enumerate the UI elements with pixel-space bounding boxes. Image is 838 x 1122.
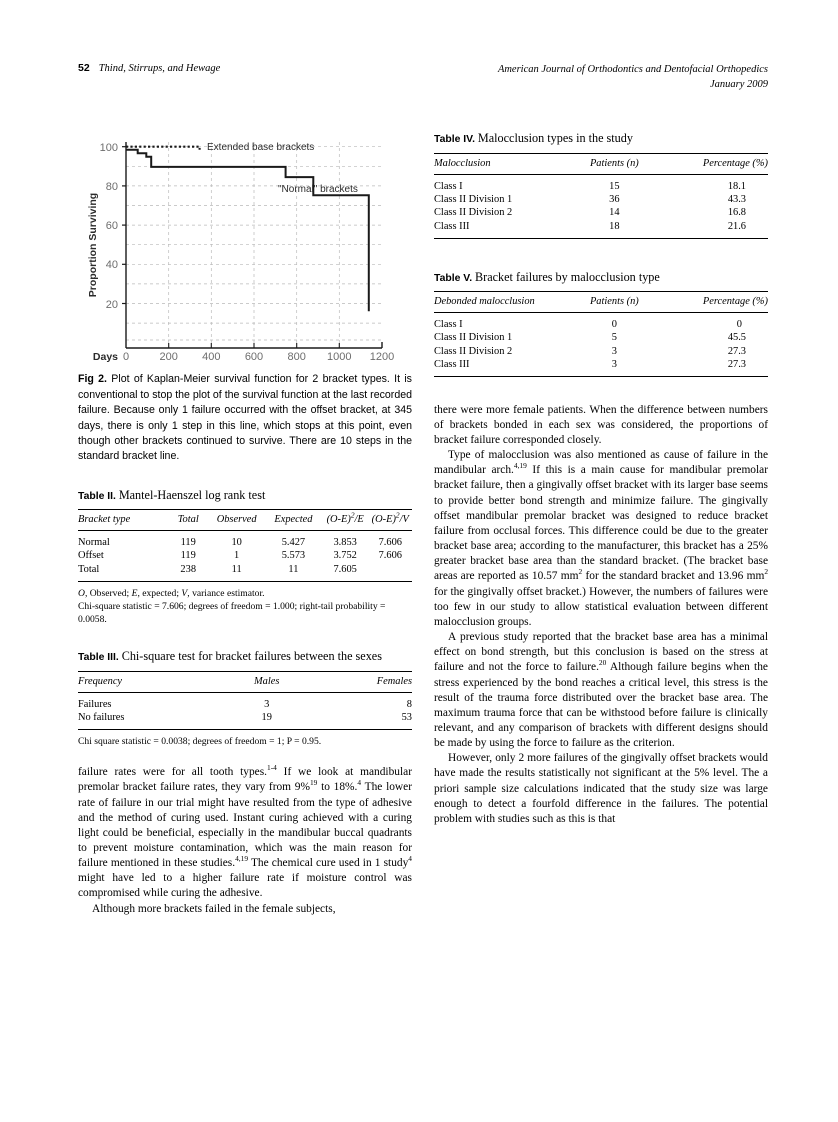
- table-2-r2-c2: 11: [231, 563, 242, 575]
- table-5-title-text: Bracket failures by malocclusion type: [475, 269, 660, 284]
- table-4-r3-c0: Class III: [434, 220, 470, 232]
- abbr-o: O: [78, 587, 85, 599]
- y-tick-60: 60: [105, 220, 118, 233]
- right-column: [434, 130, 768, 916]
- table-3-r0-c2: 8: [406, 698, 412, 710]
- table-4-r2-c1: 14: [609, 207, 620, 219]
- citation-ref: 4: [408, 854, 412, 864]
- table-4-r0-c2: 18.1: [727, 181, 746, 192]
- table-2-col-5: $(O-E)^2/V$: [369, 510, 412, 531]
- table-2-body: [78, 531, 412, 581]
- table-2-note-line2: Chi-square statistic = 7.606; degrees of freedom = 1.000; right-tail probability = 0.0058.: [78, 600, 386, 625]
- figure-2: [78, 130, 412, 464]
- x-tick-800: 800: [287, 351, 306, 363]
- rp3-f1: A previous study reported that the bracket base area has a minimal effect on bond strength, but this conclusion is based on the stress at failure and not the force to failure.: [434, 631, 768, 674]
- table-5-r2-c0: Class II Division 2: [434, 345, 513, 357]
- running-head-left: [78, 62, 220, 74]
- table-3-r0-c0: Failures: [78, 698, 112, 710]
- table-3-r1-c0: No failures: [78, 711, 125, 723]
- lp1-f2: If we look at mandibular premolar bracket failure rates, they vary from 9%: [78, 766, 412, 794]
- table-3-title-text: Chi-square test for bracket failures between the sexes: [121, 649, 382, 664]
- kaplan-meier-chart: [82, 130, 402, 362]
- table-2-r1-c2: 1: [234, 550, 240, 562]
- table-2-r2-c5: [369, 562, 412, 581]
- table-4-col-0: Malocclusion: [434, 154, 561, 175]
- series-label-normal: "Normal" brackets: [278, 184, 358, 196]
- right-paragraph-4: However, only 2 more failures of the gingivally offset brackets would have made the results statistically not significant at the 5% level. The a priori sample size calculations indicated that the study size was large enough to detect a fourfold difference in the failures. The potential problem with studies such as this is that: [434, 752, 768, 825]
- issue-date: January 2009: [709, 79, 768, 91]
- right-body-text: [434, 403, 768, 827]
- table-5-r2-c2: 27.3: [727, 345, 746, 357]
- note-frag-3: , variance estimator.: [187, 587, 265, 599]
- table-5-r0-c2: 0: [736, 319, 742, 331]
- table-5-r1-c1: 5: [611, 332, 617, 344]
- abbr-e: E: [131, 587, 138, 599]
- table-3-body: [78, 692, 412, 729]
- table-5-r0-c1: 0: [611, 319, 617, 331]
- table-2-r1-c1: 119: [180, 550, 196, 562]
- y-tick-80: 80: [105, 181, 118, 194]
- left-column: [78, 130, 412, 916]
- unit-exponent: 2: [764, 567, 769, 577]
- table-5-head: [434, 292, 768, 313]
- table-4-number: Table IV.: [434, 134, 476, 146]
- page-number: 52: [78, 62, 90, 74]
- table-row: [78, 711, 412, 730]
- running-head-right: [498, 62, 768, 92]
- table-row: [78, 549, 412, 562]
- table-3-header-row: [78, 671, 412, 692]
- table-2-r2-c1: 238: [180, 563, 197, 575]
- table-5-number: Table V.: [434, 272, 473, 284]
- citation-ref: 4,19: [513, 461, 527, 471]
- lp1-f1: failure rates were for all tooth types.: [78, 766, 268, 779]
- table-3-head: [78, 671, 412, 692]
- table-5-body: [434, 313, 768, 377]
- table-row: [434, 344, 768, 357]
- table-2-r2-c4: 7.605: [333, 563, 357, 575]
- table-row: [434, 193, 768, 206]
- lp1-f3: to 18%.: [317, 781, 358, 794]
- table-4-header-row: [434, 154, 768, 175]
- table-row: [434, 219, 768, 238]
- table-3-col-2: Females: [322, 671, 412, 692]
- table-2-r1-c3: 5.573: [281, 550, 306, 562]
- y-axis-label: Proportion Surviving: [87, 193, 99, 298]
- table-row: [434, 358, 768, 377]
- table-row: [78, 692, 412, 711]
- table-5-col-2: Percentage (%): [668, 292, 768, 313]
- right-paragraph-2: [434, 448, 768, 630]
- right-paragraph-3: [434, 630, 768, 751]
- left-body-text: [78, 765, 412, 917]
- table-4-title: [434, 130, 768, 148]
- table-4-r0-c1: 15: [609, 181, 620, 192]
- table-4-col-2: Percentage (%): [668, 154, 768, 175]
- table-3-block: [78, 648, 412, 748]
- abbr-v: V: [181, 587, 188, 599]
- table-5-col-0: Debonded malocclusion: [434, 292, 561, 313]
- lp1-f5: The chemical cure used in 1 study: [248, 857, 409, 870]
- table-2-r0-c4: 3.853: [333, 537, 357, 549]
- table-2-note-line1: [78, 587, 412, 600]
- table-2-r0-c1: 119: [180, 537, 196, 549]
- right-paragraph-1: there were more female patients. When the difference between numbers of brackets bonded in each sex was considered, the proportions of bracket failure corresponded closely.: [434, 403, 768, 446]
- citation-ref: 20: [598, 658, 607, 668]
- note-frag-1: , Observed;: [84, 587, 132, 599]
- table-3-col-0: Frequency: [78, 671, 212, 692]
- table-2-number: Table II.: [78, 490, 116, 502]
- x-tick-600: 600: [244, 351, 264, 363]
- table-3-number: Table III.: [78, 652, 119, 664]
- table-3-title: [78, 648, 412, 666]
- lp1-f4: The lower rate of failure in our trial might have resulted from the type of adhesive and the method of curing used. Instant curing achieved with a curing light could be beneficial, especially in the mandibular buccal quadrants to prevent moisture contamination, which was the main reason for failure mentioned in these studies.: [78, 781, 412, 870]
- y-tick-40: 40: [105, 259, 118, 272]
- table-5-block: [434, 269, 768, 377]
- table-4-r1-c2: 43.3: [727, 194, 746, 206]
- left-paragraph-2: Although more brackets failed in the female subjects,: [92, 902, 336, 915]
- table-2-r0-c2: 10: [231, 537, 242, 549]
- citation-ref: 4: [357, 778, 362, 788]
- table-2-r1-c0: Offset: [78, 550, 104, 562]
- table-4-r1-c0: Class II Division 1: [434, 194, 513, 206]
- left-paragraph-1: [78, 765, 412, 901]
- table-2-r2-c0: Total: [78, 563, 100, 575]
- rp2-f4: for the gingivally offset bracket.) However, the numbers of failures were too few in our study to allow statistical evaluation between different malocclusion groups.: [434, 585, 768, 628]
- table-2-r0-c5: 7.606: [378, 537, 402, 549]
- table-3-note: Chi square statistic = 0.0038; degrees of freedom = 1; P = 0.95.: [78, 735, 322, 747]
- table-4-r2-c0: Class II Division 2: [434, 207, 513, 219]
- x-axis-label: Days: [92, 351, 118, 363]
- table-4-r0-c0: Class I: [434, 181, 463, 192]
- table-2-col-4: $(O-E)^2/E$: [322, 510, 369, 531]
- y-tick-100: 100: [99, 142, 118, 155]
- table-2: [78, 509, 412, 581]
- table-row: [78, 531, 412, 550]
- lp1-f6: might have led to a higher failure rate if moisture control was compromised while curing the adhesive.: [78, 872, 412, 900]
- table-row: [434, 313, 768, 332]
- table-5-col-1: Patients (n): [561, 292, 668, 313]
- table-5-r1-c0: Class II Division 1: [434, 332, 513, 344]
- table-2-r2-c3: 11: [288, 563, 299, 575]
- rp2-f1: Type of malocclusion was also mentioned as cause of failure in the mandibular arch.: [434, 449, 768, 477]
- table-2-col-1: Total: [168, 510, 208, 531]
- table-2-header-row: [78, 510, 412, 531]
- figure-caption-text: Plot of Kaplan-Meier survival function for 2 bracket types. It is conventional to stop the plot of the survival function at the last recorded failure. Because only 1 failure occurred with the offset bracket, at 345 days, there is only 1 step in this line, which stops at this point, even though other brackets continued to survive. There are 10 steps in the standard bracket line.: [78, 373, 412, 463]
- series-label-extended-base: Extended base brackets: [207, 142, 315, 154]
- table-row: [434, 175, 768, 194]
- table-5-r3-c1: 3: [611, 358, 617, 370]
- x-tick-400: 400: [202, 351, 221, 363]
- y-tick-20: 20: [105, 299, 118, 312]
- x-tick-1200: 1200: [369, 351, 395, 363]
- table-2-title-text: Mantel-Haenszel log rank test: [118, 487, 266, 502]
- table-2-r1-c4: 3.752: [333, 550, 357, 562]
- table-row: [434, 206, 768, 219]
- table-2-head: [78, 510, 412, 531]
- two-column-layout: [78, 130, 768, 916]
- table-row: [78, 562, 412, 581]
- figure-number: Fig 2.: [78, 373, 107, 386]
- table-4-title-text: Malocclusion types in the study: [477, 131, 633, 146]
- table-4-block: [434, 130, 768, 238]
- table-2-note: [78, 587, 412, 627]
- unit-exponent: 2: [578, 567, 583, 577]
- table-5: [434, 291, 768, 377]
- table-5-title: [434, 269, 768, 287]
- table-5-r3-c0: Class III: [434, 358, 470, 370]
- table-5-header-row: [434, 292, 768, 313]
- table-5-r1-c2: 45.5: [727, 332, 746, 344]
- note-frag-2: , expected;: [137, 587, 182, 599]
- table-4-r3-c2: 21.6: [727, 220, 746, 232]
- rp3-f2: Although failure begins when the stress experienced by the bond reaches a critical level, this stress is the result of the trauma force distributed over the bracket base area. The maximum trauma force that can be withstood before failure is clinically relevant, and any comparison of brackets with different designs should be made by using the force to failure as the criterion.: [434, 661, 768, 750]
- table-4-r1-c1: 36: [609, 194, 620, 206]
- table-3-col-1: Males: [212, 671, 322, 692]
- table-3: [78, 671, 412, 730]
- citation-ref: 4,19: [235, 854, 249, 864]
- chart-gridlines: [126, 142, 382, 348]
- running-head: [78, 62, 768, 92]
- table-2-r0-c3: 5.427: [281, 537, 306, 549]
- table-5-r3-c2: 27.3: [727, 358, 746, 370]
- table-4-r3-c1: 18: [609, 220, 620, 232]
- table-5-r2-c1: 3: [611, 345, 617, 357]
- table-2-block: [78, 487, 412, 627]
- table-4-head: [434, 154, 768, 175]
- table-2-col-3: Expected: [265, 510, 322, 531]
- table-4-r2-c2: 16.8: [727, 207, 746, 219]
- x-tick-200: 200: [159, 351, 178, 363]
- citation-ref: 1-4: [267, 763, 277, 773]
- citation-ref: 19: [309, 778, 318, 788]
- figure-caption: [78, 372, 412, 464]
- table-row: [434, 331, 768, 344]
- series-normal-brackets: [126, 150, 369, 311]
- rp2-f3: for the standard bracket and 13.96 mm: [582, 570, 765, 583]
- table-2-title: [78, 487, 412, 505]
- table-2-r0-c0: Normal: [78, 537, 110, 549]
- table-4-body: [434, 175, 768, 239]
- x-tick-0: 0: [122, 351, 130, 363]
- table-3-r0-c1: 3: [264, 698, 270, 710]
- table-3-r1-c1: 19: [261, 711, 272, 723]
- table-3-r1-c2: 53: [401, 711, 412, 723]
- rp2-f2: If this is a main cause for mandibular premolar bracket failure, then a gingivally offset bracket with its larger base seems to provide better bond strength and minimize failure. The gingivally offset mandibular premolar bracket was designed to reduce bracket failure from occlusal forces. This difference could be due to the greater bracket base area; according to the manufacturer, this bracket has a 25% greater bracket base area than the standard bracket. (The bracket base areas are reported as 10.57 mm: [434, 464, 769, 583]
- table-4: [434, 153, 768, 239]
- journal-name: American Journal of Orthodontics and Dentofacial Orthopedics: [497, 64, 768, 75]
- x-tick-1000: 1000: [327, 351, 352, 363]
- table-2-r1-c5: 7.606: [378, 550, 402, 562]
- table-2-col-2: Observed: [208, 510, 265, 531]
- chart-svg: [82, 130, 402, 362]
- table-5-r0-c0: Class I: [434, 319, 463, 331]
- table-2-col-0: Bracket type: [78, 510, 168, 531]
- running-head-authors: Thind, Stirrups, and Hewage: [98, 63, 221, 74]
- table-4-col-1: Patients (n): [561, 154, 668, 175]
